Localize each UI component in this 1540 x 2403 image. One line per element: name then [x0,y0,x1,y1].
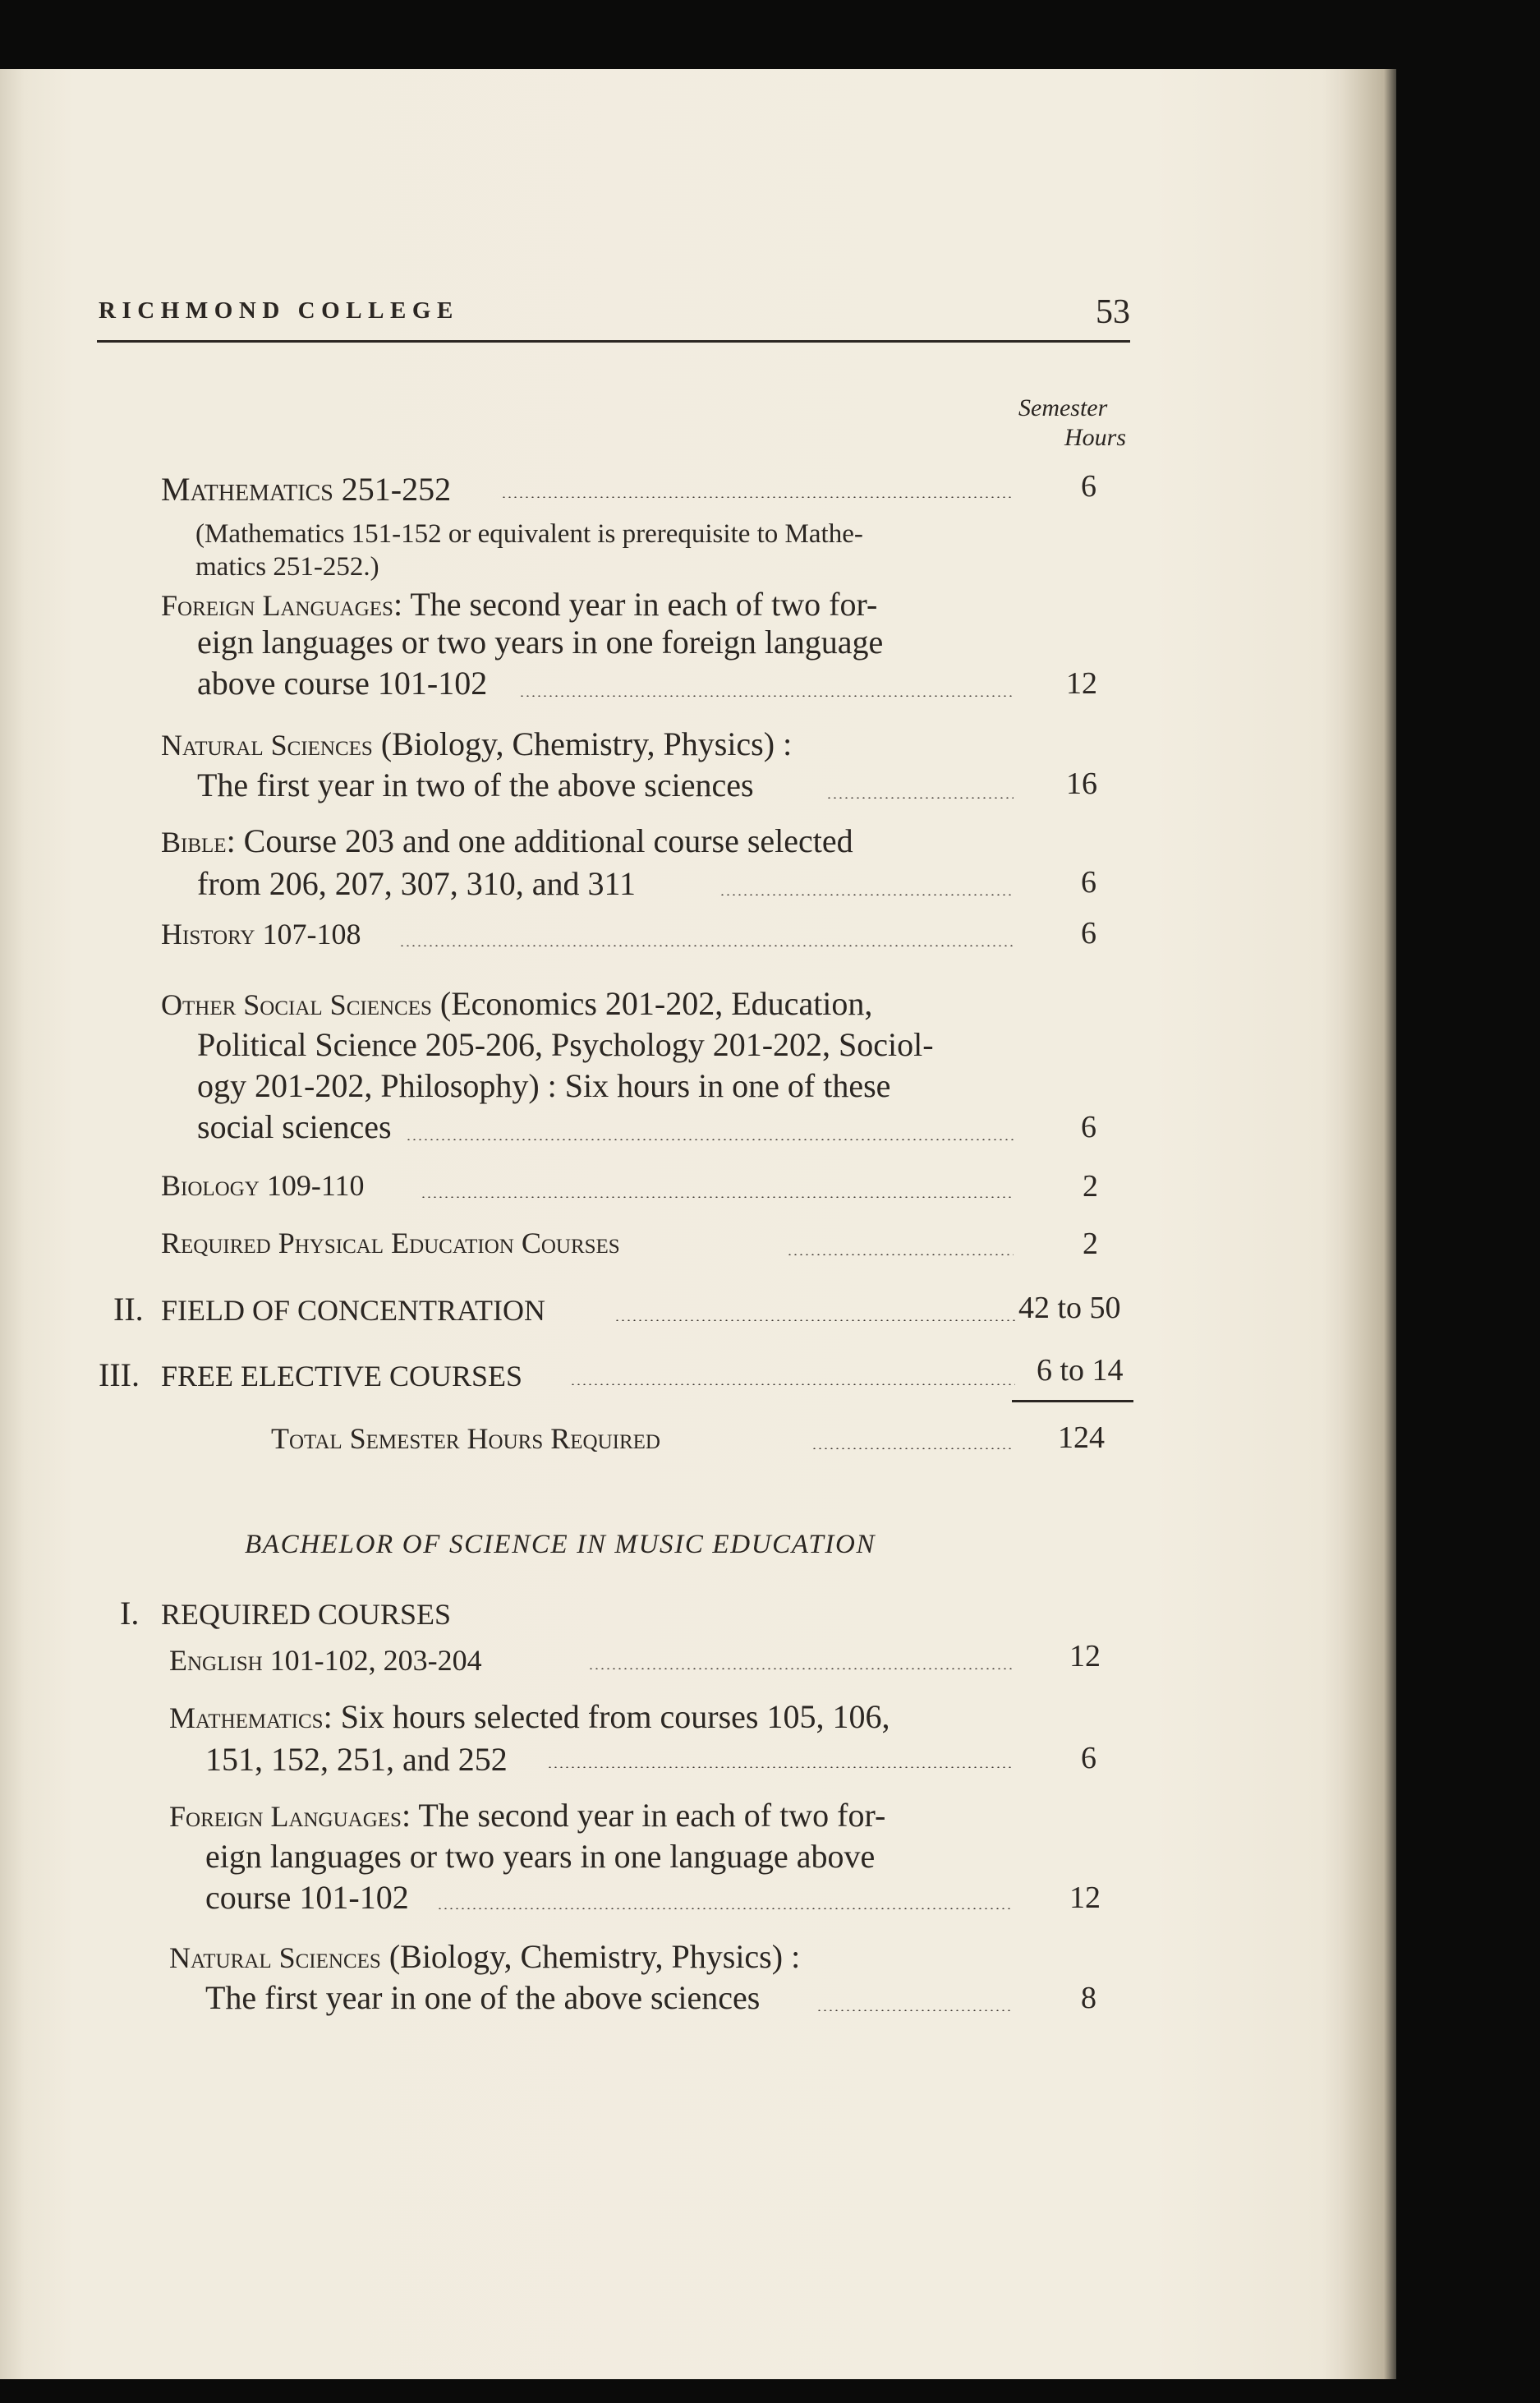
semester-column-heading-line1: Semester [1018,394,1108,421]
total-hours: 124 [1058,1420,1105,1455]
part2-hours: 42 to 50 [1018,1291,1121,1325]
english-label: English 101-102, 203-204 [169,1644,482,1677]
leader-dots [519,695,1014,697]
leader-dots [547,1766,1014,1768]
social-sciences-line1: Other Social Sciences (Economics 201-202, Education, [161,985,873,1022]
part2-numeral: II. [113,1291,144,1328]
leader-dots [811,1448,1014,1449]
leader-dots [816,2009,1014,2011]
math-251-label: Mathematics 251-252 [161,471,452,508]
natural-sciences-line2: The first year in two of the above sciences [197,766,754,803]
part3-numeral: III. [99,1356,140,1393]
leader-dots [501,496,1014,498]
biology-hours: 2 [1083,1169,1098,1204]
natural-sciences-hours: 16 [1066,766,1097,801]
s2-foreign-line3: course 101-102 [205,1879,409,1916]
social-sciences-line4: social sciences [197,1108,392,1145]
foreign-languages-line1: Foreign Languages: The second year in each of two for- [161,586,878,623]
math-note-line2: matics 251-252.) [195,552,379,582]
bible-hours: 6 [1081,865,1096,900]
required-numeral: I. [120,1595,140,1632]
english-hours: 12 [1069,1639,1101,1673]
required-courses-label: REQUIRED COURSES [161,1598,452,1631]
foreign-languages-hours: 12 [1066,666,1097,701]
leader-dots [399,945,1014,946]
pe-label: Required Physical Education Courses [161,1227,620,1259]
leader-dots [787,1254,1014,1255]
header-rule [97,340,1130,343]
part3-hours: 6 to 14 [1037,1353,1124,1388]
page-number: 53 [1096,293,1130,331]
biology-label: Biology 109-110 [161,1169,365,1202]
leader-dots [421,1196,1014,1198]
history-hours: 6 [1081,916,1096,951]
math-note-line1: (Mathematics 151-152 or equivalent is prerequisite to Mathe- [195,519,863,549]
social-sciences-hours: 6 [1081,1110,1096,1144]
natural-sciences-line1: Natural Sciences (Biology, Chemistry, Physics) : [161,725,793,762]
s2-natsci-line2: The first year in one of the above sciences [205,1979,761,2016]
foreign-languages-line2: eign languages or two years in one foreign language [197,624,884,661]
s2-natsci-line1: Natural Sciences (Biology, Chemistry, Physics) : [169,1938,801,1975]
section-heading: BACHELOR OF SCIENCE IN MUSIC EDUCATION [245,1530,876,1559]
s2-math-line2: 151, 152, 251, and 252 [205,1741,508,1778]
running-header-title: RICHMOND COLLEGE [99,297,459,324]
part3-label: FREE ELECTIVE COURSES [161,1360,523,1393]
s2-math-hours: 6 [1081,1741,1096,1775]
s2-foreign-line1: Foreign Languages: The second year in each of two for- [169,1797,886,1834]
semester-column-heading-line2: Hours [1064,424,1127,451]
math-251-hours: 6 [1081,469,1096,504]
pe-hours: 2 [1083,1227,1098,1261]
leader-dots [719,894,1014,895]
foreign-languages-line3: above course 101-102 [197,665,488,702]
s2-math-line1: Mathematics: Six hours selected from courses 105, 106, [169,1698,890,1735]
social-sciences-line2: Political Science 205-206, Psychology 201-202, Sociol- [197,1026,934,1063]
leader-dots [826,797,1014,799]
leader-dots [406,1139,1014,1140]
part2-label: FIELD OF CONCENTRATION [161,1294,545,1327]
bible-line2: from 206, 207, 307, 310, and 311 [197,865,637,902]
leader-dots [614,1319,1017,1321]
total-rule [1012,1400,1133,1402]
leader-dots [570,1383,1015,1385]
social-sciences-line3: ogy 201-202, Philosophy) : Six hours in one of these [197,1067,891,1104]
history-label: History 107-108 [161,918,361,951]
leader-dots [437,1908,1014,1909]
total-label: Total Semester Hours Required [271,1422,660,1455]
s2-foreign-hours: 12 [1069,1881,1101,1915]
page-edge-shadow [1339,69,1396,2379]
leader-dots [588,1668,1014,1669]
bible-line1: Bible: Course 203 and one additional course selected [161,822,853,859]
s2-foreign-line2: eign languages or two years in one language above [205,1838,876,1875]
s2-natsci-hours: 8 [1081,1981,1096,2015]
